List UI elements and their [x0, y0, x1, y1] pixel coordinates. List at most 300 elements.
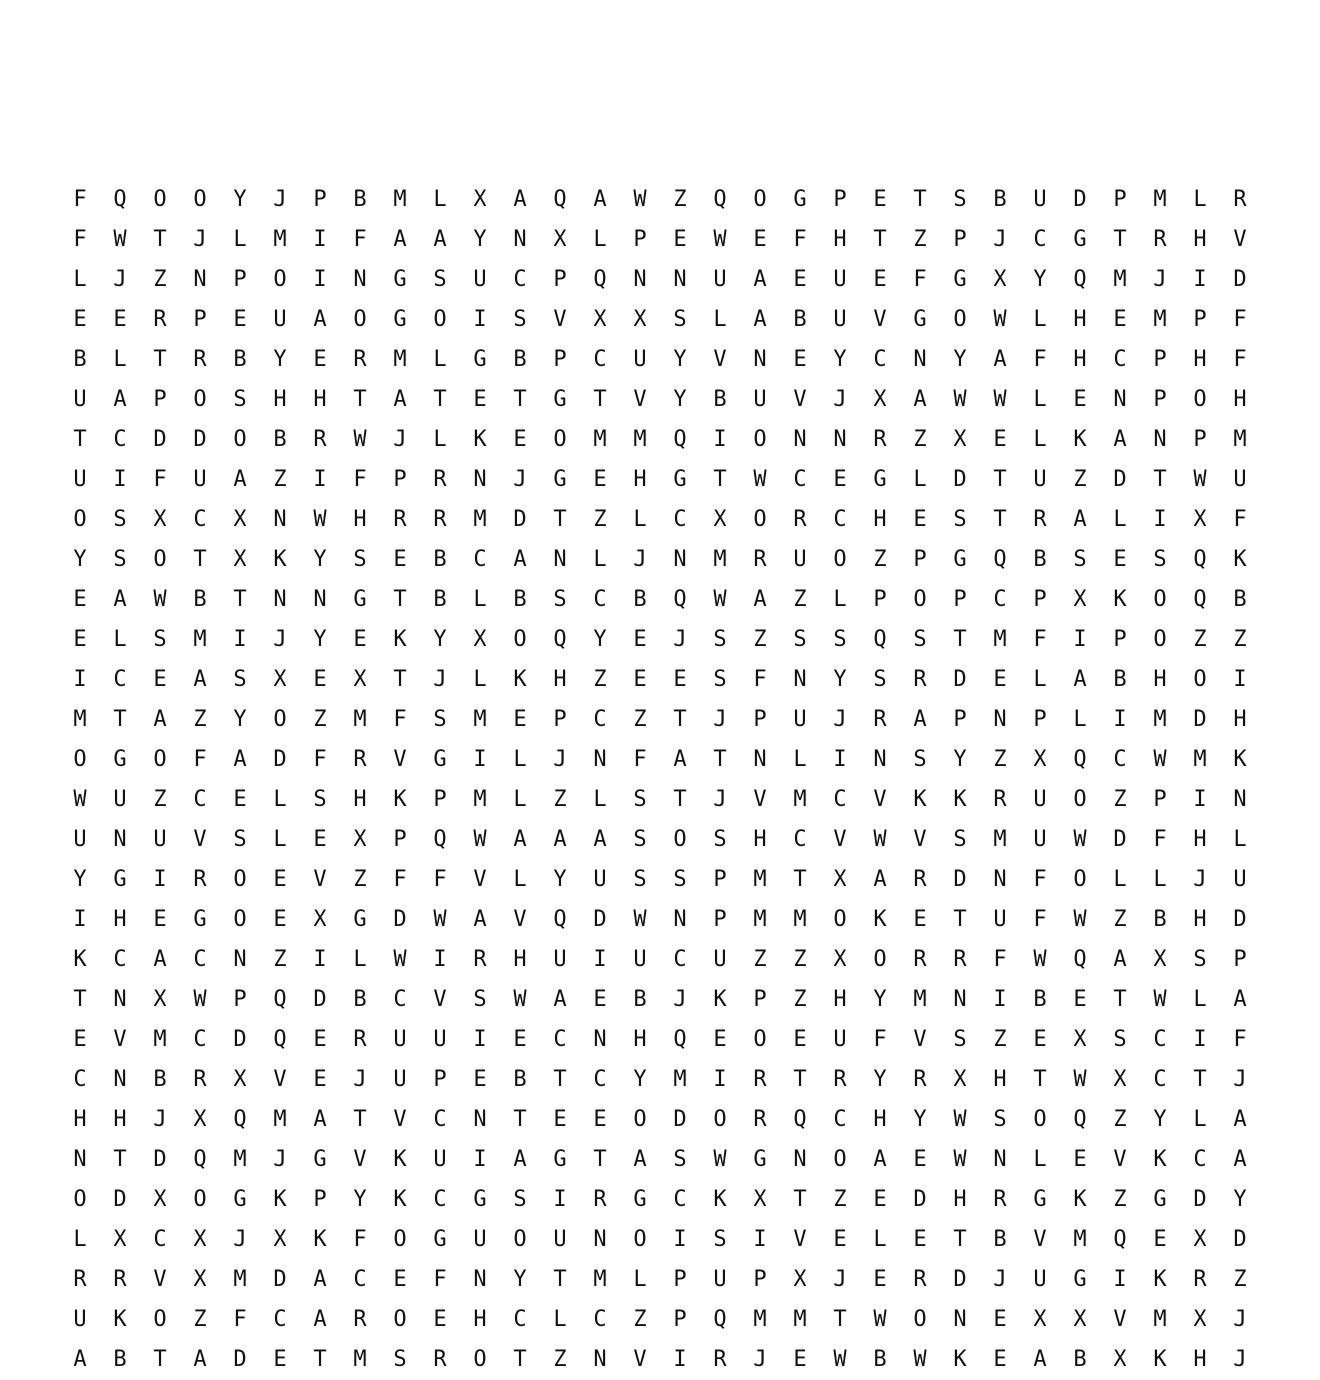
- grid-letter[interactable]: S: [1113, 1027, 1127, 1052]
- grid-letter[interactable]: E: [1113, 547, 1127, 572]
- grid-letter[interactable]: V: [273, 1067, 287, 1092]
- grid-letter[interactable]: F: [1033, 867, 1047, 892]
- grid-letter[interactable]: A: [473, 907, 487, 932]
- grid-letter[interactable]: L: [833, 587, 847, 612]
- grid-letter[interactable]: O: [193, 187, 207, 212]
- grid-letter[interactable]: O: [233, 867, 247, 892]
- grid-letter[interactable]: L: [553, 1307, 567, 1332]
- grid-letter[interactable]: T: [353, 387, 367, 412]
- grid-letter[interactable]: P: [233, 987, 247, 1012]
- grid-letter[interactable]: X: [353, 667, 367, 692]
- grid-letter[interactable]: C: [193, 787, 207, 812]
- grid-letter[interactable]: O: [673, 827, 687, 852]
- grid-letter[interactable]: F: [1033, 907, 1047, 932]
- grid-letter[interactable]: V: [433, 987, 447, 1012]
- grid-letter[interactable]: Z: [753, 947, 767, 972]
- grid-letter[interactable]: E: [873, 267, 887, 292]
- grid-letter[interactable]: G: [1073, 1267, 1087, 1292]
- grid-letter[interactable]: U: [833, 307, 847, 332]
- grid-letter[interactable]: G: [913, 307, 927, 332]
- grid-letter[interactable]: E: [833, 467, 847, 492]
- grid-letter[interactable]: R: [753, 1067, 767, 1092]
- grid-letter[interactable]: B: [1073, 1347, 1087, 1372]
- grid-letter[interactable]: L: [1153, 867, 1167, 892]
- grid-letter[interactable]: Q: [993, 547, 1007, 572]
- grid-letter[interactable]: P: [233, 267, 247, 292]
- grid-letter[interactable]: L: [1193, 187, 1207, 212]
- grid-letter[interactable]: G: [1033, 1187, 1047, 1212]
- grid-letter[interactable]: Z: [1113, 1187, 1127, 1212]
- grid-letter[interactable]: A: [913, 707, 927, 732]
- grid-letter[interactable]: Y: [73, 867, 87, 892]
- grid-letter[interactable]: R: [913, 947, 927, 972]
- grid-letter[interactable]: E: [633, 627, 647, 652]
- grid-letter[interactable]: T: [513, 1107, 527, 1132]
- grid-letter[interactable]: Y: [673, 387, 687, 412]
- grid-letter[interactable]: W: [1073, 1067, 1087, 1092]
- grid-letter[interactable]: S: [673, 307, 687, 332]
- grid-letter[interactable]: S: [913, 627, 927, 652]
- grid-letter[interactable]: Z: [993, 1027, 1007, 1052]
- grid-letter[interactable]: F: [793, 227, 807, 252]
- grid-letter[interactable]: N: [593, 1227, 607, 1252]
- grid-letter[interactable]: T: [713, 747, 727, 772]
- grid-letter[interactable]: F: [73, 227, 87, 252]
- grid-letter[interactable]: Z: [913, 427, 927, 452]
- grid-letter[interactable]: S: [113, 547, 127, 572]
- grid-letter[interactable]: R: [593, 1187, 607, 1212]
- grid-letter[interactable]: Y: [73, 547, 87, 572]
- grid-letter[interactable]: B: [73, 347, 87, 372]
- grid-letter[interactable]: A: [553, 827, 567, 852]
- grid-letter[interactable]: B: [513, 587, 527, 612]
- grid-letter[interactable]: A: [113, 587, 127, 612]
- grid-letter[interactable]: A: [1233, 1107, 1247, 1132]
- grid-letter[interactable]: T: [313, 1347, 327, 1372]
- grid-letter[interactable]: O: [73, 747, 87, 772]
- grid-letter[interactable]: L: [713, 307, 727, 332]
- grid-letter[interactable]: O: [73, 507, 87, 532]
- grid-letter[interactable]: V: [713, 347, 727, 372]
- grid-letter[interactable]: H: [953, 1187, 967, 1212]
- grid-letter[interactable]: B: [633, 987, 647, 1012]
- grid-letter[interactable]: P: [953, 587, 967, 612]
- grid-letter[interactable]: E: [313, 1067, 327, 1092]
- grid-letter[interactable]: P: [1033, 707, 1047, 732]
- grid-letter[interactable]: C: [513, 1307, 527, 1332]
- grid-letter[interactable]: Q: [1073, 267, 1087, 292]
- grid-letter[interactable]: N: [593, 1027, 607, 1052]
- grid-letter[interactable]: Q: [673, 587, 687, 612]
- grid-letter[interactable]: X: [1073, 1027, 1087, 1052]
- grid-letter[interactable]: Z: [353, 867, 367, 892]
- grid-letter[interactable]: G: [873, 467, 887, 492]
- grid-letter[interactable]: H: [473, 1307, 487, 1332]
- grid-letter[interactable]: W: [873, 1307, 887, 1332]
- grid-letter[interactable]: X: [1073, 1307, 1087, 1332]
- grid-letter[interactable]: N: [993, 1147, 1007, 1172]
- grid-letter[interactable]: E: [473, 387, 487, 412]
- grid-letter[interactable]: T: [673, 787, 687, 812]
- grid-letter[interactable]: X: [473, 627, 487, 652]
- grid-letter[interactable]: E: [873, 1267, 887, 1292]
- grid-letter[interactable]: A: [513, 827, 527, 852]
- grid-letter[interactable]: S: [953, 1027, 967, 1052]
- grid-letter[interactable]: Q: [1073, 747, 1087, 772]
- grid-letter[interactable]: J: [1233, 1307, 1247, 1332]
- grid-letter[interactable]: J: [993, 1267, 1007, 1292]
- grid-letter[interactable]: T: [713, 467, 727, 492]
- grid-letter[interactable]: N: [793, 1147, 807, 1172]
- grid-letter[interactable]: U: [713, 1267, 727, 1292]
- grid-letter[interactable]: A: [1073, 667, 1087, 692]
- grid-letter[interactable]: I: [473, 307, 487, 332]
- grid-letter[interactable]: O: [233, 907, 247, 932]
- grid-letter[interactable]: P: [673, 1307, 687, 1332]
- grid-letter[interactable]: R: [833, 1067, 847, 1092]
- grid-letter[interactable]: G: [433, 747, 447, 772]
- grid-letter[interactable]: A: [1113, 947, 1127, 972]
- grid-letter[interactable]: I: [73, 907, 87, 932]
- grid-letter[interactable]: O: [1073, 787, 1087, 812]
- grid-letter[interactable]: Q: [553, 187, 567, 212]
- grid-letter[interactable]: Q: [233, 1107, 247, 1132]
- grid-letter[interactable]: Z: [633, 707, 647, 732]
- grid-letter[interactable]: B: [1113, 667, 1127, 692]
- grid-letter[interactable]: Y: [1033, 267, 1047, 292]
- grid-letter[interactable]: Y: [953, 747, 967, 772]
- grid-letter[interactable]: A: [553, 987, 567, 1012]
- grid-letter[interactable]: X: [953, 427, 967, 452]
- grid-letter[interactable]: X: [313, 907, 327, 932]
- grid-letter[interactable]: E: [913, 1147, 927, 1172]
- grid-letter[interactable]: D: [1193, 707, 1207, 732]
- grid-letter[interactable]: S: [1193, 947, 1207, 972]
- grid-letter[interactable]: R: [913, 1067, 927, 1092]
- grid-letter[interactable]: V: [153, 1267, 167, 1292]
- grid-letter[interactable]: I: [593, 947, 607, 972]
- grid-letter[interactable]: K: [393, 1187, 407, 1212]
- grid-letter[interactable]: K: [1153, 1347, 1167, 1372]
- grid-letter[interactable]: F: [393, 867, 407, 892]
- grid-letter[interactable]: A: [1073, 507, 1087, 532]
- grid-letter[interactable]: V: [873, 307, 887, 332]
- grid-letter[interactable]: F: [353, 1227, 367, 1252]
- grid-letter[interactable]: U: [273, 307, 287, 332]
- grid-letter[interactable]: T: [393, 667, 407, 692]
- grid-letter[interactable]: A: [593, 187, 607, 212]
- grid-letter[interactable]: M: [793, 1307, 807, 1332]
- grid-letter[interactable]: U: [793, 707, 807, 732]
- grid-letter[interactable]: G: [113, 747, 127, 772]
- grid-letter[interactable]: X: [273, 1227, 287, 1252]
- grid-letter[interactable]: P: [193, 307, 207, 332]
- grid-letter[interactable]: M: [393, 187, 407, 212]
- grid-letter[interactable]: U: [433, 1147, 447, 1172]
- grid-letter[interactable]: P: [1113, 627, 1127, 652]
- grid-letter[interactable]: E: [273, 907, 287, 932]
- grid-letter[interactable]: L: [1193, 987, 1207, 1012]
- grid-letter[interactable]: E: [993, 427, 1007, 452]
- grid-letter[interactable]: G: [673, 467, 687, 492]
- grid-letter[interactable]: O: [913, 1307, 927, 1332]
- grid-letter[interactable]: E: [313, 347, 327, 372]
- grid-letter[interactable]: X: [1193, 1307, 1207, 1332]
- grid-letter[interactable]: T: [153, 227, 167, 252]
- grid-letter[interactable]: C: [593, 1067, 607, 1092]
- grid-letter[interactable]: J: [833, 1267, 847, 1292]
- grid-letter[interactable]: R: [193, 347, 207, 372]
- grid-letter[interactable]: Y: [633, 1067, 647, 1092]
- grid-letter[interactable]: V: [1113, 1147, 1127, 1172]
- grid-letter[interactable]: O: [753, 507, 767, 532]
- grid-letter[interactable]: X: [353, 827, 367, 852]
- grid-letter[interactable]: E: [793, 347, 807, 372]
- grid-letter[interactable]: U: [793, 547, 807, 572]
- grid-letter[interactable]: B: [993, 187, 1007, 212]
- grid-letter[interactable]: R: [1153, 227, 1167, 252]
- grid-letter[interactable]: P: [753, 1267, 767, 1292]
- grid-letter[interactable]: M: [713, 547, 727, 572]
- grid-letter[interactable]: L: [593, 547, 607, 572]
- grid-letter[interactable]: W: [713, 587, 727, 612]
- grid-letter[interactable]: U: [193, 467, 207, 492]
- grid-letter[interactable]: W: [713, 1147, 727, 1172]
- grid-letter[interactable]: I: [473, 1147, 487, 1172]
- grid-letter[interactable]: S: [233, 827, 247, 852]
- grid-letter[interactable]: A: [753, 587, 767, 612]
- grid-letter[interactable]: A: [913, 387, 927, 412]
- grid-letter[interactable]: A: [513, 547, 527, 572]
- grid-letter[interactable]: Z: [593, 507, 607, 532]
- grid-letter[interactable]: Y: [233, 187, 247, 212]
- grid-letter[interactable]: X: [633, 307, 647, 332]
- grid-letter[interactable]: W: [633, 187, 647, 212]
- grid-letter[interactable]: N: [113, 1067, 127, 1092]
- grid-letter[interactable]: X: [833, 867, 847, 892]
- grid-letter[interactable]: H: [553, 667, 567, 692]
- grid-letter[interactable]: K: [1113, 587, 1127, 612]
- grid-letter[interactable]: Z: [913, 227, 927, 252]
- grid-letter[interactable]: X: [233, 507, 247, 532]
- grid-letter[interactable]: N: [113, 987, 127, 1012]
- grid-letter[interactable]: E: [73, 627, 87, 652]
- grid-letter[interactable]: E: [73, 587, 87, 612]
- grid-letter[interactable]: P: [953, 227, 967, 252]
- grid-letter[interactable]: X: [793, 1267, 807, 1292]
- grid-letter[interactable]: R: [353, 347, 367, 372]
- grid-letter[interactable]: D: [273, 1267, 287, 1292]
- grid-letter[interactable]: X: [1113, 1067, 1127, 1092]
- grid-letter[interactable]: W: [953, 387, 967, 412]
- grid-letter[interactable]: L: [1033, 307, 1047, 332]
- grid-letter[interactable]: Z: [793, 987, 807, 1012]
- grid-letter[interactable]: B: [1033, 987, 1047, 1012]
- grid-letter[interactable]: O: [1033, 1107, 1047, 1132]
- grid-letter[interactable]: E: [1033, 1027, 1047, 1052]
- grid-letter[interactable]: J: [273, 187, 287, 212]
- grid-letter[interactable]: E: [393, 1267, 407, 1292]
- grid-letter[interactable]: P: [753, 987, 767, 1012]
- grid-letter[interactable]: C: [1113, 347, 1127, 372]
- grid-letter[interactable]: X: [1113, 1347, 1127, 1372]
- grid-letter[interactable]: C: [593, 1307, 607, 1332]
- grid-letter[interactable]: U: [553, 1227, 567, 1252]
- grid-letter[interactable]: D: [153, 427, 167, 452]
- grid-letter[interactable]: Y: [873, 987, 887, 1012]
- grid-letter[interactable]: C: [833, 787, 847, 812]
- grid-letter[interactable]: S: [233, 667, 247, 692]
- grid-letter[interactable]: H: [1193, 347, 1207, 372]
- grid-letter[interactable]: N: [993, 867, 1007, 892]
- grid-letter[interactable]: R: [73, 1267, 87, 1292]
- grid-letter[interactable]: S: [953, 187, 967, 212]
- grid-letter[interactable]: N: [1153, 427, 1167, 452]
- grid-letter[interactable]: O: [153, 547, 167, 572]
- grid-letter[interactable]: K: [73, 947, 87, 972]
- grid-letter[interactable]: I: [1153, 507, 1167, 532]
- grid-letter[interactable]: M: [753, 867, 767, 892]
- grid-letter[interactable]: Q: [553, 627, 567, 652]
- grid-letter[interactable]: M: [73, 707, 87, 732]
- grid-letter[interactable]: S: [713, 627, 727, 652]
- grid-letter[interactable]: H: [353, 787, 367, 812]
- grid-letter[interactable]: O: [713, 1107, 727, 1132]
- grid-letter[interactable]: M: [273, 1107, 287, 1132]
- grid-letter[interactable]: U: [753, 387, 767, 412]
- grid-letter[interactable]: C: [593, 707, 607, 732]
- grid-letter[interactable]: D: [193, 427, 207, 452]
- grid-letter[interactable]: R: [1193, 1267, 1207, 1292]
- grid-letter[interactable]: Z: [1113, 787, 1127, 812]
- grid-letter[interactable]: A: [393, 227, 407, 252]
- grid-letter[interactable]: M: [153, 1027, 167, 1052]
- grid-letter[interactable]: O: [153, 1307, 167, 1332]
- grid-letter[interactable]: A: [753, 307, 767, 332]
- grid-letter[interactable]: C: [793, 827, 807, 852]
- grid-letter[interactable]: M: [1153, 707, 1167, 732]
- grid-letter[interactable]: E: [353, 627, 367, 652]
- grid-letter[interactable]: H: [1233, 707, 1247, 732]
- grid-letter[interactable]: L: [1233, 827, 1247, 852]
- grid-letter[interactable]: A: [513, 1147, 527, 1172]
- grid-letter[interactable]: O: [953, 307, 967, 332]
- grid-letter[interactable]: W: [193, 987, 207, 1012]
- grid-letter[interactable]: H: [1073, 347, 1087, 372]
- grid-letter[interactable]: U: [713, 947, 727, 972]
- grid-letter[interactable]: N: [233, 947, 247, 972]
- grid-letter[interactable]: C: [353, 1267, 367, 1292]
- grid-letter[interactable]: A: [993, 347, 1007, 372]
- grid-letter[interactable]: Q: [1073, 947, 1087, 972]
- grid-letter[interactable]: T: [673, 707, 687, 732]
- grid-letter[interactable]: U: [433, 1027, 447, 1052]
- grid-letter[interactable]: U: [473, 1227, 487, 1252]
- grid-letter[interactable]: U: [1033, 827, 1047, 852]
- grid-letter[interactable]: B: [633, 587, 647, 612]
- grid-letter[interactable]: V: [393, 1107, 407, 1132]
- grid-letter[interactable]: W: [713, 227, 727, 252]
- grid-letter[interactable]: C: [793, 467, 807, 492]
- grid-letter[interactable]: R: [193, 867, 207, 892]
- grid-letter[interactable]: Y: [1233, 1187, 1247, 1212]
- grid-letter[interactable]: X: [1193, 507, 1207, 532]
- grid-letter[interactable]: N: [353, 267, 367, 292]
- grid-letter[interactable]: N: [673, 907, 687, 932]
- grid-letter[interactable]: E: [1073, 1147, 1087, 1172]
- grid-letter[interactable]: X: [753, 1187, 767, 1212]
- grid-letter[interactable]: E: [73, 307, 87, 332]
- grid-letter[interactable]: N: [833, 427, 847, 452]
- grid-letter[interactable]: T: [393, 587, 407, 612]
- grid-letter[interactable]: D: [313, 987, 327, 1012]
- grid-letter[interactable]: E: [993, 1307, 1007, 1332]
- grid-letter[interactable]: P: [393, 467, 407, 492]
- grid-letter[interactable]: J: [753, 1347, 767, 1372]
- grid-letter[interactable]: H: [833, 987, 847, 1012]
- grid-letter[interactable]: E: [673, 667, 687, 692]
- grid-letter[interactable]: M: [233, 1267, 247, 1292]
- grid-letter[interactable]: E: [913, 907, 927, 932]
- grid-letter[interactable]: O: [913, 587, 927, 612]
- grid-letter[interactable]: U: [473, 267, 487, 292]
- grid-letter[interactable]: T: [793, 1067, 807, 1092]
- grid-letter[interactable]: M: [793, 907, 807, 932]
- grid-letter[interactable]: Y: [593, 627, 607, 652]
- grid-letter[interactable]: P: [1153, 347, 1167, 372]
- grid-letter[interactable]: G: [1153, 1187, 1167, 1212]
- grid-letter[interactable]: S: [513, 1187, 527, 1212]
- grid-letter[interactable]: I: [673, 1227, 687, 1252]
- grid-letter[interactable]: U: [633, 947, 647, 972]
- grid-letter[interactable]: X: [953, 1067, 967, 1092]
- grid-letter[interactable]: E: [553, 1107, 567, 1132]
- grid-letter[interactable]: F: [633, 747, 647, 772]
- grid-letter[interactable]: V: [113, 1027, 127, 1052]
- grid-letter[interactable]: T: [513, 1347, 527, 1372]
- grid-letter[interactable]: J: [273, 1147, 287, 1172]
- grid-letter[interactable]: G: [953, 267, 967, 292]
- grid-letter[interactable]: I: [753, 1227, 767, 1252]
- grid-letter[interactable]: H: [353, 507, 367, 532]
- grid-letter[interactable]: M: [673, 1067, 687, 1092]
- grid-letter[interactable]: Z: [1233, 627, 1247, 652]
- grid-letter[interactable]: K: [953, 787, 967, 812]
- grid-letter[interactable]: T: [553, 507, 567, 532]
- grid-letter[interactable]: R: [353, 747, 367, 772]
- grid-letter[interactable]: M: [1153, 1307, 1167, 1332]
- grid-letter[interactable]: X: [193, 1107, 207, 1132]
- grid-letter[interactable]: O: [473, 1347, 487, 1372]
- grid-letter[interactable]: R: [953, 947, 967, 972]
- grid-letter[interactable]: R: [313, 427, 327, 452]
- grid-letter[interactable]: R: [193, 1067, 207, 1092]
- grid-letter[interactable]: X: [1193, 1227, 1207, 1252]
- grid-letter[interactable]: O: [753, 187, 767, 212]
- grid-letter[interactable]: G: [553, 387, 567, 412]
- grid-letter[interactable]: U: [1033, 467, 1047, 492]
- grid-letter[interactable]: Y: [833, 347, 847, 372]
- grid-letter[interactable]: U: [993, 907, 1007, 932]
- grid-letter[interactable]: S: [513, 307, 527, 332]
- grid-letter[interactable]: Y: [873, 1067, 887, 1092]
- grid-letter[interactable]: I: [1113, 1267, 1127, 1292]
- grid-letter[interactable]: V: [913, 1027, 927, 1052]
- grid-letter[interactable]: E: [433, 1307, 447, 1332]
- grid-letter[interactable]: M: [193, 627, 207, 652]
- grid-letter[interactable]: E: [1073, 987, 1087, 1012]
- grid-letter[interactable]: U: [1033, 187, 1047, 212]
